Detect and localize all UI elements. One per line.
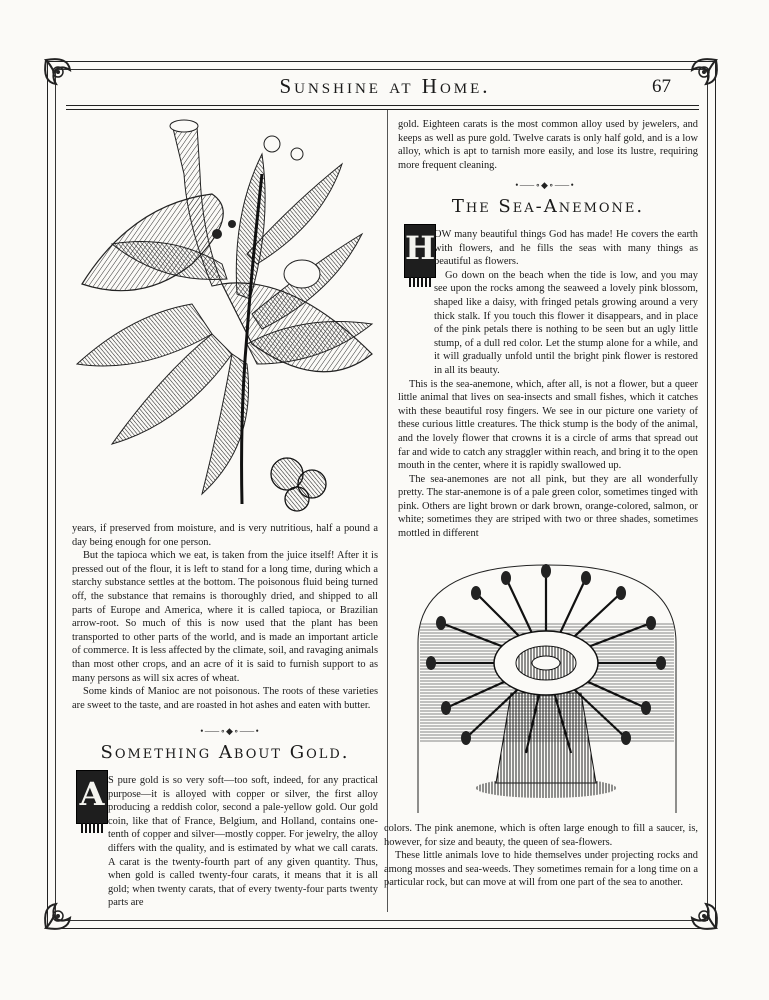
paragraph: years, if preserved from moisture, and is very nutritious, half a pound a day being enough for one person. [72, 523, 378, 548]
anemone-article-title: The Sea-Anemone. [451, 196, 645, 217]
gold-article-continued [398, 118, 698, 172]
anemone-article-text [398, 228, 698, 541]
anemone-drop-cap: H [404, 224, 436, 278]
column-divider [387, 110, 388, 912]
anemone-closing-text [384, 822, 698, 890]
paragraph: Go down on the beach when the tide is low, and you may see upon the rocks among the seaweed a lovely pink blossom, shaped like a daisy, with fringed petals growing around a very thick stalk. If you touch this flower it disappears, and in place of the pink petals there is nothing to be seen but an ugly little stump, of a dull red color. Let the stump alone for a while, and it will gradually unfold until the bright pink flower is restored in all its beauty. [434, 269, 698, 376]
paragraph: These little animals love to hide themselves under projecting rocks and among mosses and sea-weeds. They sometimes remain for a long time on a particular rock, but can move at will from one part of the sea to another. [384, 850, 698, 889]
manioc-article-text [72, 522, 378, 712]
corner-ornament-top-left [40, 54, 96, 110]
header-rule [66, 105, 699, 110]
paragraph: This is the sea-anemone, which, after all, is not a flower, but a queer little animal that lives on sea-insects and small fishes, which it catches with these beautiful rosy fingers. We see in our picture one variety of these curious little creatures. The thick stump is the body of the animal, and the lovely flower that crowns it is a circle of arms that spread out far and wide to catch any straggler within reach, and bring it to the open mouth in the center, where it is rapidly swallowed up. [398, 378, 698, 472]
paragraph: S pure gold is so very soft—too soft, indeed, for any practical purpose—it is alloyed with copper or silver, the first alloy producing a reddish color, second a pale-yellow gold. Our gold coin, like that of France, Belgium, and Holland, contains one-tenth of copper and silver—mostly copper. For jewelry, the alloy differs with the quality, and is estimated by what we call carats. A carat is the twenty-fourth part of any given quantity. Thus, when gold is called twenty-four carats, it means that it is all gold; when twenty carats, that of every twenty-four parts twenty parts are [108, 775, 378, 909]
page-number: 67 [652, 76, 671, 97]
page-header-title: Sunshine at Home. [279, 74, 491, 98]
paragraph: gold. Eighteen carats is the most common alloy used by jewelers, and keeps as well as pure gold. Twelve carats is only half gold, and is a low alloy, which is apt to tarnish more easily, and lose its lustre, requiring more frequent cleaning. [398, 119, 698, 171]
manioc-plant-illustration [72, 114, 382, 514]
section-divider-ornament: •⸺∘◆∘⸺• [200, 726, 260, 736]
paragraph: Some kinds of Manioc are not poisonous. The roots of these varieties are sweet to the taste, and are roasted in hot ashes and eaten with butter. [72, 686, 378, 711]
gold-article-text [72, 774, 378, 910]
section-divider-ornament: •⸺∘◆∘⸺• [515, 180, 575, 190]
gold-drop-cap: A [76, 770, 108, 824]
sea-anemone-illustration [416, 563, 678, 813]
paragraph: The sea-anemones are not all pink, but they are all wonderfully pretty. The star-anemone is of a pale green color, sometimes tinged with pink. Others are light brown or dark brown, orange-colored, salmon, or white; sometimes they are striped with two or three shades, sometimes mottled in different [398, 473, 698, 540]
paragraph: colors. The pink anemone, which is often large enough to fill a saucer, is, however, for size and beauty, the queen of sea-flowers. [384, 823, 698, 848]
corner-ornament-top-right [666, 54, 722, 110]
paragraph: But the tapioca which we eat, is taken from the juice itself! After it is pressed out of the flour, it is left to stand for a long time, during which a starchy substance settles at the bottom. The poisonous fluid being turned off, the substance that remains is thoroughly dried, and shipped to all parts of Europe and America, where it is called tapioca, or Brazilian arrow-root. So much of this is now used that the plant has been transported to other parts of the world, and is made an important article of commerce. It is less affected by the climate, soil, and ravaging animals than most other crops, and an acre of it is said to furnish support to as many persons as will six acres of wheat. [72, 550, 378, 684]
gold-article-title: Something About Gold. [100, 742, 350, 763]
paragraph: OW many beautiful things God has made! He covers the earth with flowers, and he fills the seas with many things as beautiful as flowers. [434, 229, 698, 268]
